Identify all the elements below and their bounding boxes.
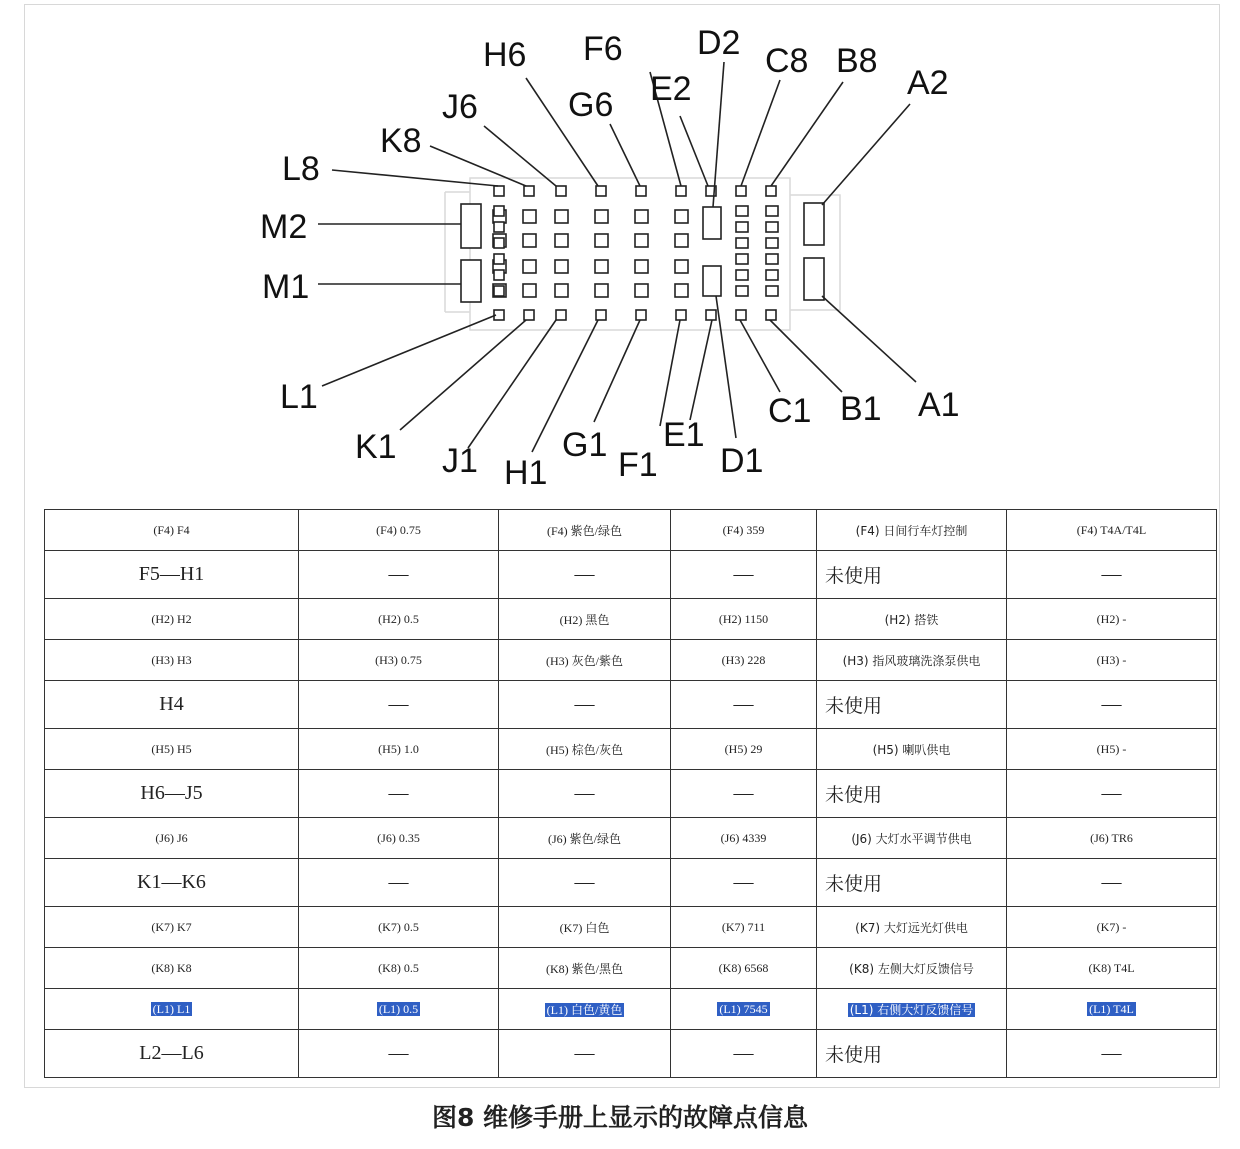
pin-grid: [635, 284, 648, 297]
pin-top: [494, 186, 504, 196]
pin-grid: [523, 234, 536, 247]
table-cell: (H2) 0.5: [299, 599, 499, 640]
pin-top: [596, 186, 606, 196]
table-cell: (K7) 大灯远光灯供电: [817, 907, 1007, 948]
table-cell: (K7) K7: [45, 907, 299, 948]
table-cell: F5—H1: [45, 551, 299, 599]
leader-line: [771, 82, 843, 186]
table-cell: —: [299, 551, 499, 599]
label-G6: G6: [568, 86, 614, 124]
table-cell: —: [1007, 681, 1217, 729]
table-cell: (H2) 搭铁: [817, 599, 1007, 640]
table-cell: (F4) 日间行车灯控制: [817, 510, 1007, 551]
pin-top: [676, 186, 686, 196]
table-cell: —: [499, 859, 671, 907]
label-E2: E2: [650, 70, 692, 108]
table-cell: (H5) 1.0: [299, 729, 499, 770]
leader-line: [680, 116, 708, 186]
label-L8: L8: [282, 150, 320, 188]
table-row: [45, 510, 1217, 551]
pin-grid: [595, 234, 608, 247]
table-cell: 未使用: [817, 681, 1007, 729]
table-cell: —: [1007, 859, 1217, 907]
pin-stack-c: [736, 206, 748, 216]
highlighted-text: (L1) T4L: [1089, 1001, 1134, 1016]
label-A1: A1: [918, 386, 960, 424]
label-F1: F1: [618, 446, 658, 484]
label-D1: D1: [720, 442, 764, 480]
label-C8: C8: [765, 42, 809, 80]
pin-info-table-body: [45, 510, 1217, 1078]
label-K8: K8: [380, 122, 422, 160]
pin-top: [736, 186, 746, 196]
table-cell: (K7) 0.5: [299, 907, 499, 948]
pin-stack-b: [766, 222, 778, 232]
table-cell: (H5) H5: [45, 729, 299, 770]
table-cell: (F4) T4A/T4L: [1007, 510, 1217, 551]
table-cell: —: [671, 551, 817, 599]
highlighted-text: (L1) 右侧大灯反馈信号: [849, 1002, 974, 1017]
leader-line: [740, 320, 780, 392]
pin-stack-b: [766, 206, 778, 216]
pin-stack-l: [494, 222, 504, 232]
leader-line: [610, 124, 640, 186]
leader-line: [713, 62, 724, 207]
pin-top: [766, 186, 776, 196]
label-B1: B1: [840, 390, 882, 428]
pin-stack-c: [736, 286, 748, 296]
table-cell: (H5) -: [1007, 729, 1217, 770]
pin-grid: [523, 284, 536, 297]
table-cell: —: [1007, 551, 1217, 599]
pin-bottom: [556, 310, 566, 320]
table-cell: (K8) 左侧大灯反馈信号: [817, 948, 1007, 989]
label-L1: L1: [280, 378, 318, 416]
table-cell: K1—K6: [45, 859, 299, 907]
pin-bottom: [636, 310, 646, 320]
pin-stack-l: [494, 286, 504, 296]
table-row: [45, 599, 1217, 640]
label-K1: K1: [355, 428, 397, 466]
pin-stack-b: [766, 254, 778, 264]
table-cell: L2—L6: [45, 1030, 299, 1078]
table-row: [45, 907, 1217, 948]
label-H1: H1: [504, 454, 548, 492]
leader-line: [770, 320, 842, 392]
label-A2: A2: [907, 64, 949, 102]
pin-bottom: [524, 310, 534, 320]
table-row: [45, 989, 1217, 1030]
table-cell: —: [1007, 770, 1217, 818]
pin-grid: [595, 210, 608, 223]
table-cell: (J6) 4339: [671, 818, 817, 859]
table-cell: —: [671, 681, 817, 729]
terminal-A2: [804, 203, 824, 245]
table-cell: (J6) 紫色/绿色: [499, 818, 671, 859]
leader-line: [716, 296, 736, 438]
terminal-D1: [703, 266, 721, 296]
highlighted-text: (L1) 白色/黄色: [546, 1002, 623, 1017]
leader-line: [690, 320, 712, 420]
label-B8: B8: [836, 42, 878, 80]
label-E1: E1: [663, 416, 705, 454]
table-cell: —: [499, 681, 671, 729]
label-J6: J6: [442, 88, 478, 126]
pin-top: [636, 186, 646, 196]
pin-stack-b: [766, 286, 778, 296]
table-cell: —: [299, 1030, 499, 1078]
label-D2: D2: [697, 24, 741, 62]
pin-bottom: [706, 310, 716, 320]
table-cell: [1007, 989, 1217, 1030]
pin-stack-b: [766, 270, 778, 280]
table-cell: 未使用: [817, 859, 1007, 907]
pin-stack-l: [494, 238, 504, 248]
table-row: [45, 770, 1217, 818]
table-cell: (H2) 黑色: [499, 599, 671, 640]
table-cell: (H2) -: [1007, 599, 1217, 640]
pin-stack-c: [736, 254, 748, 264]
table-row: [45, 681, 1217, 729]
label-M2: M2: [260, 208, 308, 246]
table-cell: (K8) 紫色/黑色: [499, 948, 671, 989]
table-cell: (K7) 711: [671, 907, 817, 948]
pin-grid: [635, 234, 648, 247]
pin-top: [524, 186, 534, 196]
pin-info-table: [44, 509, 1217, 1078]
table-cell: [671, 989, 817, 1030]
table-cell: (H3) 228: [671, 640, 817, 681]
table-cell: (K7) 白色: [499, 907, 671, 948]
table-cell: (H3) 灰色/紫色: [499, 640, 671, 681]
table-cell: (K8) K8: [45, 948, 299, 989]
table-cell: —: [671, 859, 817, 907]
table-row: [45, 729, 1217, 770]
pin-bottom: [766, 310, 776, 320]
leader-line: [822, 104, 910, 205]
table-cell: [299, 989, 499, 1030]
terminal-M1: [461, 260, 481, 302]
pin-bottom: [736, 310, 746, 320]
table-cell: 未使用: [817, 770, 1007, 818]
pin-grid: [555, 284, 568, 297]
table-cell: —: [299, 859, 499, 907]
pin-stack-l: [494, 270, 504, 280]
pin-stack-c: [736, 270, 748, 280]
table-row: [45, 948, 1217, 989]
leader-line: [741, 80, 780, 186]
pin-grid: [523, 260, 536, 273]
pin-stack-c: [736, 222, 748, 232]
pin-array: [461, 186, 824, 320]
table-cell: (F4) 0.75: [299, 510, 499, 551]
table-cell: [499, 989, 671, 1030]
table-row: [45, 1030, 1217, 1078]
pin-stack-b: [766, 238, 778, 248]
table-cell: —: [1007, 1030, 1217, 1078]
table-cell: (K8) 6568: [671, 948, 817, 989]
table-cell: (F4) F4: [45, 510, 299, 551]
pin-grid: [523, 210, 536, 223]
pin-grid: [595, 284, 608, 297]
table-cell: —: [499, 1030, 671, 1078]
pin-bottom: [676, 310, 686, 320]
terminal-D2: [703, 207, 721, 239]
table-cell: (H3) H3: [45, 640, 299, 681]
leader-line: [660, 320, 680, 426]
table-cell: —: [671, 1030, 817, 1078]
table-row: [45, 859, 1217, 907]
table-cell: —: [671, 770, 817, 818]
table-row: [45, 818, 1217, 859]
leader-line: [484, 126, 556, 186]
table-cell: (H3) -: [1007, 640, 1217, 681]
label-M1: M1: [262, 268, 310, 306]
table-cell: [817, 989, 1007, 1030]
label-H6: H6: [483, 36, 527, 74]
table-cell: H6—J5: [45, 770, 299, 818]
table-cell: H4: [45, 681, 299, 729]
table-cell: 未使用: [817, 1030, 1007, 1078]
table-cell: —: [499, 770, 671, 818]
table-cell: (H3) 指风玻璃洗涤泵供电: [817, 640, 1007, 681]
table-row: [45, 640, 1217, 681]
pin-grid: [635, 210, 648, 223]
terminal-M2: [461, 204, 481, 248]
leader-lines: [318, 62, 916, 452]
table-cell: (K8) T4L: [1007, 948, 1217, 989]
leader-line: [430, 146, 526, 186]
table-cell: (F4) 359: [671, 510, 817, 551]
pin-grid: [555, 210, 568, 223]
table-cell: (J6) J6: [45, 818, 299, 859]
table-cell: (J6) 0.35: [299, 818, 499, 859]
table-cell: (H5) 29: [671, 729, 817, 770]
label-G1: G1: [562, 426, 608, 464]
pin-stack-l: [494, 206, 504, 216]
table-cell: (F4) 紫色/绿色: [499, 510, 671, 551]
highlighted-text: (L1) L1: [152, 1001, 191, 1016]
table-cell: —: [299, 770, 499, 818]
highlighted-text: (L1) 7545: [719, 1001, 768, 1016]
label-F6: F6: [583, 30, 623, 68]
terminal-A1: [804, 258, 824, 300]
figure-caption: 图8 维修手册上显示的故障点信息: [431, 1103, 809, 1132]
table-row: [45, 551, 1217, 599]
connector-diagram: [0, 0, 1240, 500]
table-cell: (H5) 棕色/灰色: [499, 729, 671, 770]
leader-line: [822, 296, 916, 382]
table-cell: —: [299, 681, 499, 729]
pin-grid: [675, 260, 688, 273]
table-cell: (H3) 0.75: [299, 640, 499, 681]
leader-line: [322, 315, 496, 386]
table-cell: (J6) 大灯水平调节供电: [817, 818, 1007, 859]
pin-stack-l: [494, 254, 504, 264]
pin-grid: [555, 234, 568, 247]
pin-grid: [555, 260, 568, 273]
label-C1: C1: [768, 392, 812, 430]
pin-grid: [595, 260, 608, 273]
table-cell: (H2) 1150: [671, 599, 817, 640]
table-cell: (H5) 喇叭供电: [817, 729, 1007, 770]
pin-grid: [675, 284, 688, 297]
pin-stack-c: [736, 238, 748, 248]
table-cell: (K8) 0.5: [299, 948, 499, 989]
pin-top: [556, 186, 566, 196]
leader-line: [594, 320, 640, 422]
pin-grid: [635, 260, 648, 273]
pin-bottom: [596, 310, 606, 320]
leader-line: [400, 320, 526, 430]
pin-grid: [675, 210, 688, 223]
highlighted-text: (L1) 0.5: [378, 1001, 419, 1016]
table-cell: (J6) TR6: [1007, 818, 1217, 859]
label-J1: J1: [442, 442, 478, 480]
table-cell: (H2) H2: [45, 599, 299, 640]
table-cell: (K7) -: [1007, 907, 1217, 948]
table-cell: —: [499, 551, 671, 599]
table-cell: 未使用: [817, 551, 1007, 599]
pin-grid: [675, 234, 688, 247]
table-cell: [45, 989, 299, 1030]
